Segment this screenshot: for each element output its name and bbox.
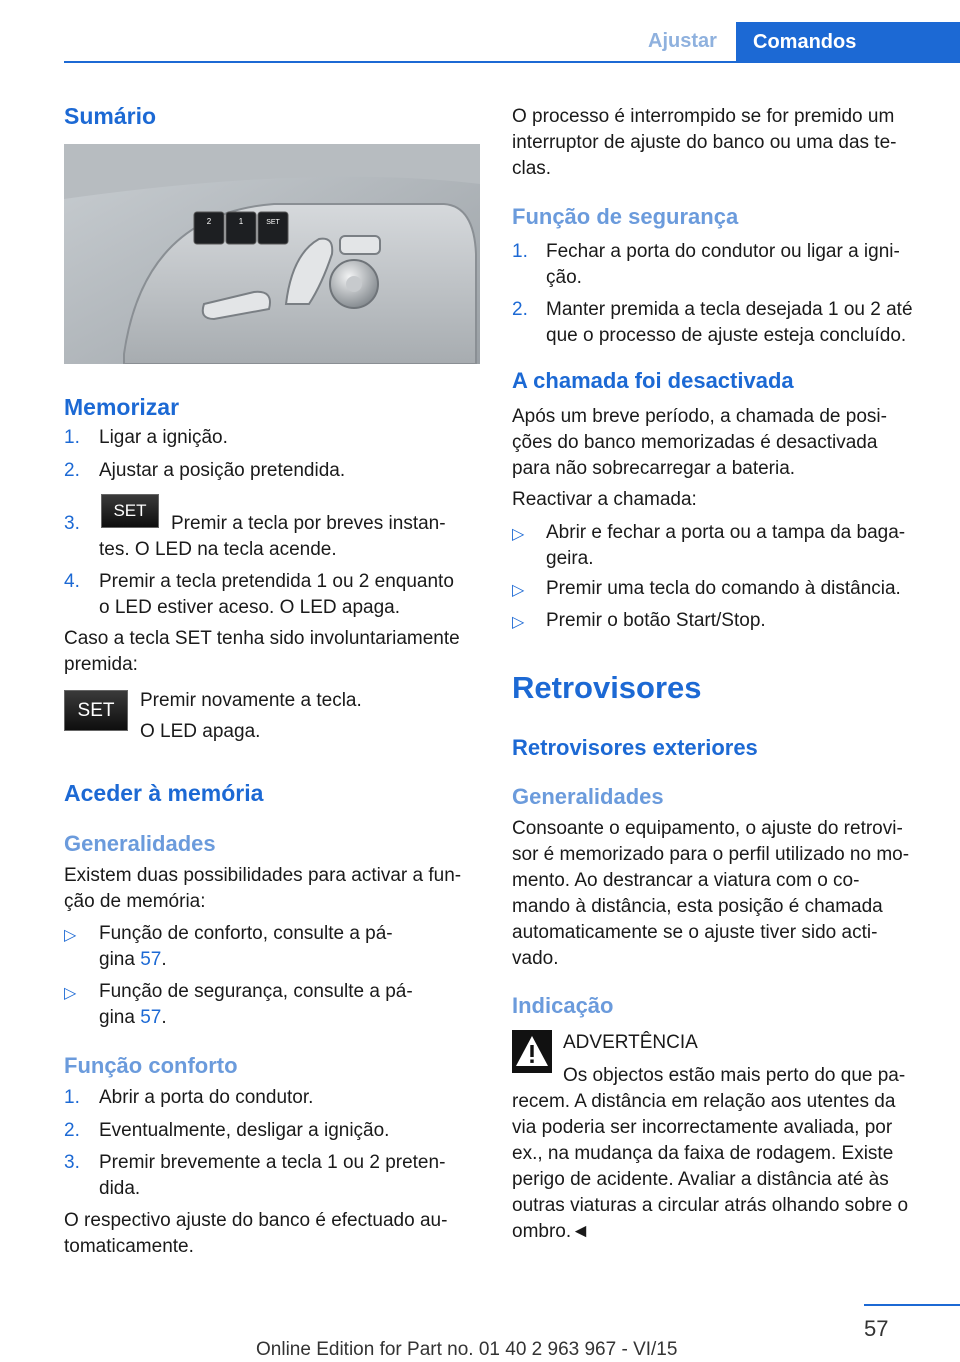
set-key-icon: SET: [64, 690, 128, 731]
bullet-text: Função de segurança, consulte a pá-: [99, 981, 413, 1002]
warning-icon: [512, 1030, 552, 1073]
bullet-text: geira.: [546, 548, 594, 569]
paragraph-line: O LED apaga.: [140, 721, 261, 742]
page-number: 57: [864, 1316, 889, 1341]
generalidades-subheading: Generalidades: [512, 784, 664, 809]
step-text: Premir a tecla por breves instan-: [171, 513, 446, 534]
bullet-text: gina 57.: [99, 949, 167, 970]
bullet-triangle-icon: ▷: [64, 985, 77, 1002]
step-number: 1.: [64, 1087, 80, 1108]
seguranca-heading: Função de segurança: [512, 204, 739, 229]
memory-key-label: 1: [238, 217, 244, 226]
header-chapter-tab: [736, 22, 960, 62]
step-text: dida.: [99, 1178, 141, 1199]
bullet-triangle-icon: ▷: [512, 526, 525, 543]
paragraph-line: vado.: [512, 948, 559, 969]
step-text: Eventualmente, desligar a ignição.: [99, 1120, 390, 1141]
paragraph-line: O processo é interrompido se for premido um: [512, 106, 895, 127]
step-number: 3.: [64, 513, 80, 534]
step-text: que o processo de ajuste esteja concluído.: [546, 325, 907, 346]
step-number: 1.: [512, 241, 528, 262]
step-text: Premir a tecla pretendida 1 ou 2 enquanto: [99, 571, 454, 592]
warning-text: ombro.◄: [512, 1221, 590, 1242]
page-header: [0, 0, 960, 64]
memory-key-label: SET: [266, 219, 280, 226]
step-number: 3.: [64, 1152, 80, 1173]
step-text: Abrir a porta do condutor.: [99, 1087, 314, 1108]
bullet-text: Abrir e fechar a porta ou a tampa da baga-: [546, 522, 906, 543]
step-text: ção.: [546, 267, 582, 288]
paragraph-line: clas.: [512, 158, 552, 179]
warning-title: ADVERTÊNCIA: [563, 1032, 698, 1053]
header-rule: [64, 61, 960, 63]
bullet-text: Premir uma tecla do comando à distância.: [546, 578, 901, 599]
step-text: o LED estiver aceso. O LED apaga.: [99, 597, 400, 618]
footer-edition-text: Online Edition for Part no. 01 40 2 963 967 - VI/15: [256, 1339, 678, 1360]
memory-key-label: 2: [206, 217, 212, 226]
step-text: tes. O LED na tecla acende.: [99, 539, 337, 560]
paragraph-line: Reactivar a chamada:: [512, 489, 697, 510]
memorizar-heading: Memorizar: [64, 394, 180, 420]
paragraph-line: Consoante o equipamento, o ajuste do retrovi-: [512, 818, 903, 839]
paragraph-line: tomaticamente.: [64, 1236, 194, 1257]
generalidades-subheading: Generalidades: [64, 831, 216, 856]
paragraph-line: mando à distância, esta posição é chamada: [512, 896, 883, 917]
chamada-heading: A chamada foi desactivada: [512, 368, 794, 393]
step-text: Premir brevemente a tecla 1 ou 2 preten-: [99, 1152, 446, 1173]
step-number: 1.: [64, 427, 80, 448]
step-text: Ligar a ignição.: [99, 427, 228, 448]
aceder-heading: Aceder à memória: [64, 780, 264, 806]
warning-text: recem. A distância em relação aos utentes da: [512, 1091, 896, 1112]
paragraph-line: Caso a tecla SET tenha sido involuntariamente: [64, 628, 460, 649]
footer-rule: [864, 1304, 960, 1306]
conforto-heading: Função conforto: [64, 1053, 238, 1078]
step-number: 2.: [64, 460, 80, 481]
retrovisores-exteriores-heading: Retrovisores exteriores: [512, 735, 758, 760]
paragraph-line: O respectivo ajuste do banco é efectuado au-: [64, 1210, 448, 1231]
warning-text: Os objectos estão mais perto do que pa-: [563, 1065, 906, 1086]
seat-control-photo: [64, 144, 480, 364]
paragraph-line: automaticamente se o ajuste tiver sido acti-: [512, 922, 878, 943]
set-key-icon: SET: [101, 494, 159, 528]
paragraph-line: ção de memória:: [64, 891, 206, 912]
sumario-heading: Sumário: [64, 103, 157, 129]
retrovisores-heading: Retrovisores: [512, 670, 702, 705]
page-link[interactable]: 57: [140, 1007, 162, 1028]
header-section-label: Ajustar: [648, 30, 717, 52]
bullet-text: Função de conforto, consulte a pá-: [99, 923, 393, 944]
paragraph-line: Existem duas possibilidades para activar a fun-: [64, 865, 462, 886]
paragraph-line: interruptor de ajuste do banco ou uma das te-: [512, 132, 897, 153]
step-text: Ajustar a posição pretendida.: [99, 460, 346, 481]
step-number: 2.: [512, 299, 528, 320]
paragraph-line: Após um breve período, a chamada de posi-: [512, 406, 887, 427]
seat-control-illustration: [64, 144, 480, 364]
warning-text: via poderia ser incorrectamente avaliada, por: [512, 1117, 893, 1138]
paragraph-line: mento. Ao destrancar a viatura com o co-: [512, 870, 860, 891]
bullet-text: gina 57.: [99, 1007, 167, 1028]
indicacao-heading: Indicação: [512, 993, 614, 1018]
step-number: 2.: [64, 1120, 80, 1141]
warning-text: outras viaturas a circular atrás olhando sobre o: [512, 1195, 909, 1216]
paragraph-line: premida:: [64, 654, 138, 675]
paragraph-line: Premir novamente a tecla.: [140, 690, 362, 711]
bullet-triangle-icon: ▷: [512, 582, 525, 599]
page-link[interactable]: 57: [140, 949, 162, 970]
step-text: Manter premida a tecla desejada 1 ou 2 até: [546, 299, 913, 320]
step-number: 4.: [64, 571, 80, 592]
bullet-triangle-icon: ▷: [64, 927, 77, 944]
paragraph-line: sor é memorizado para o perfil utilizado no mo-: [512, 844, 910, 865]
warning-text: ex., na mudança da faixa de rodagem. Existe: [512, 1143, 894, 1164]
bullet-text: Premir o botão Start/Stop.: [546, 610, 766, 631]
paragraph-line: ções do banco memorizadas é desactivada: [512, 432, 878, 453]
bullet-triangle-icon: ▷: [512, 614, 525, 631]
warning-text: perigo de acidente. Avaliar a distância até às: [512, 1169, 889, 1190]
header-chapter-label: Comandos: [753, 31, 857, 53]
paragraph-line: para não sobrecarregar a bateria.: [512, 458, 796, 479]
step-text: Fechar a porta do condutor ou ligar a igni-: [546, 241, 900, 262]
